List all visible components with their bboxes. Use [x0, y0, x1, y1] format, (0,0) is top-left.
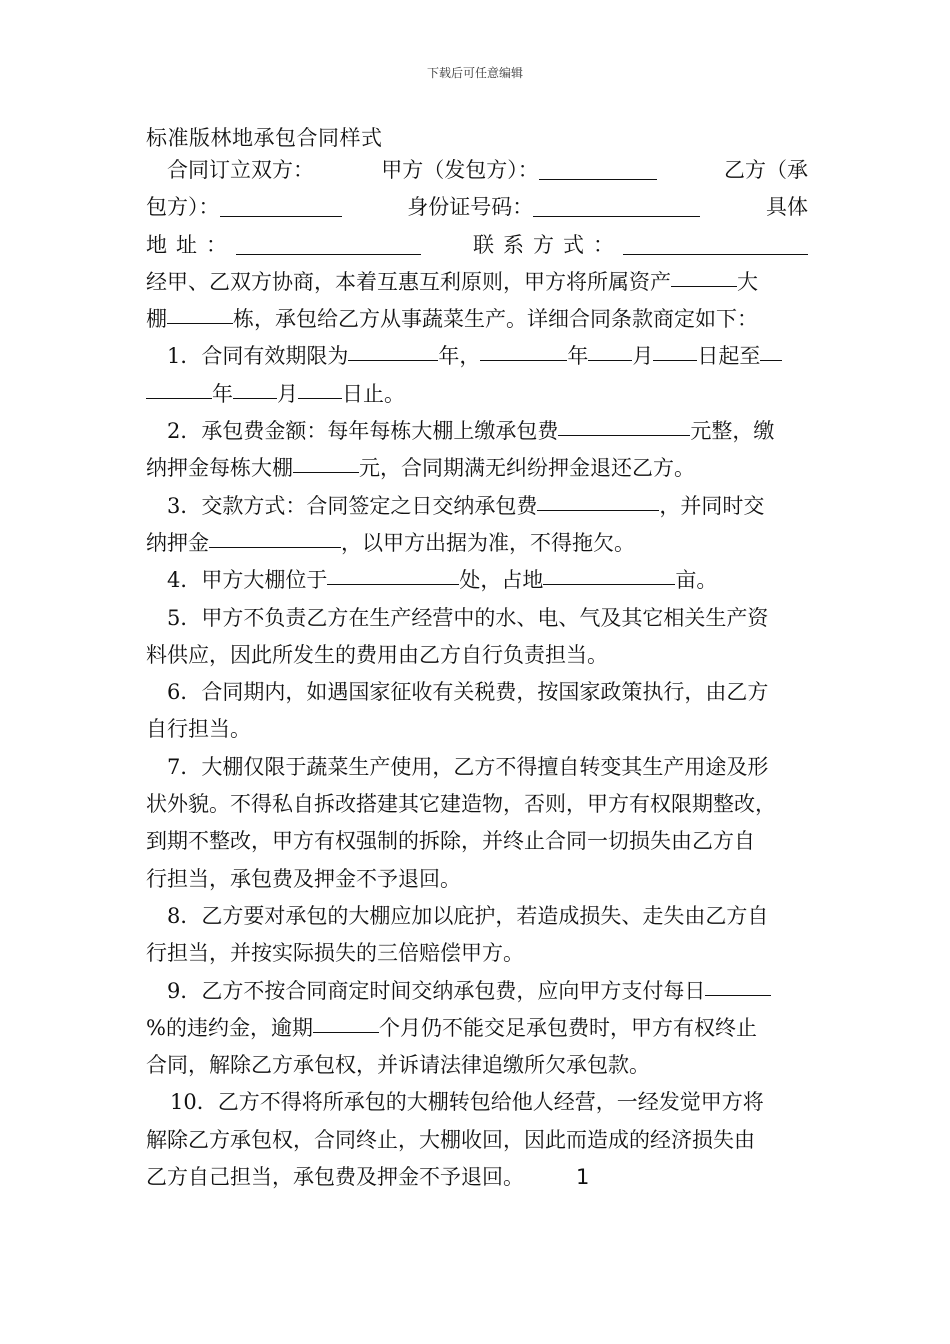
clause-2-line-1: 2．承包费金额：每年每栋大棚上缴承包费 元整，缴 [146, 413, 808, 450]
clause-9-line-3: 合同，解除乙方承包权，并诉请法律追缴所欠承包款。 [146, 1053, 650, 1078]
clause-8-line-2: 行担当，并按实际损失的三倍赔偿甲方。 [146, 941, 524, 966]
clause-8-line-1: 8．乙方要对承包的大棚应加以庇护，若造成损失、走失由乙方自 [167, 903, 769, 928]
page-header: 下载后可任意编辑 [426, 66, 523, 80]
clause-3-line-2: 纳押金 ，以甲方出据为准，不得拖欠。 [146, 525, 808, 562]
clause-10-line-3: 乙方自己担当，承包费及押金不予退回。 1 [146, 1159, 808, 1196]
clause-6-line-2: 自行担当。 [146, 717, 251, 742]
blank-contact [623, 232, 808, 255]
clause-7-line-1: 7．大棚仅限于蔬菜生产使用，乙方不得擅自转变其生产用途及形 [167, 754, 769, 779]
page-number: 1 [576, 1165, 590, 1190]
parties-line-1: 合同订立双方： 甲方（发包方）： 乙方（承 [167, 158, 808, 182]
blank-address [236, 232, 421, 255]
blank-asset [671, 264, 737, 287]
clause-9-line-2: %的违约金，逾期 个月仍不能交足承包费时，甲方有权终止 [146, 1010, 808, 1047]
clause-10-line-2: 解除乙方承包权，合同终止，大棚收回，因此而造成的经济损失由 [146, 1127, 755, 1152]
clause-1-line-1: 1．合同有效期限为 年， 年 月 日起至 [146, 338, 808, 375]
clause-10-line-1: 10．乙方不得将所承包的大棚转包给他人经营，一经发觉甲方将 [170, 1090, 764, 1115]
clause-1-line-2: 年 月 日止。 [146, 376, 808, 413]
clause-2-line-2: 纳押金每栋大棚 元，合同期满无纠纷押金退还乙方。 [146, 450, 808, 487]
clause-3-line-1: 3．交款方式：合同签定之日交纳承包费 ，并同时交 [146, 488, 808, 525]
parties-line-3: 地址： 联系方式： [146, 227, 808, 264]
blank-id-number [533, 194, 700, 217]
clause-7-line-3: 到期不整改，甲方有权强制的拆除，并终止合同一切损失由乙方自 [146, 829, 755, 854]
clause-7-line-2: 状外貌。不得私自拆改搭建其它建造物，否则，甲方有权限期整改， [146, 792, 776, 817]
document-title: 标准版林地承包合同样式 [146, 126, 383, 150]
blank-party-a [539, 157, 657, 180]
clause-5-line-2: 料供应，因此所发生的费用由乙方自行负责担当。 [146, 642, 608, 667]
clause-4: 4．甲方大棚位于 处，占地 亩。 [146, 562, 808, 599]
contract-body [146, 152, 808, 1196]
blank-count [167, 301, 233, 324]
intro-line-2: 棚 栋，承包给乙方从事蔬菜生产。详细合同条款商定如下： [146, 301, 808, 338]
clause-6-line-1: 6．合同期内，如遇国家征收有关税费，按国家政策执行，由乙方 [167, 680, 769, 705]
parties-line-2: 包方）： 身份证号码： 具体 [146, 195, 808, 220]
blank-party-b [220, 194, 342, 217]
clause-9-line-1: 9．乙方不按合同商定时间交纳承包费，应向甲方支付每日 [146, 973, 808, 1010]
intro-line-1: 经甲、乙双方协商，本着互惠互利原则，甲方将所属资产 大 [146, 264, 808, 301]
clause-7-line-4: 行担当，承包费及押金不予退回。 [146, 866, 461, 891]
clause-5-line-1: 5．甲方不负责乙方在生产经营中的水、电、气及其它相关生产资 [167, 605, 769, 630]
